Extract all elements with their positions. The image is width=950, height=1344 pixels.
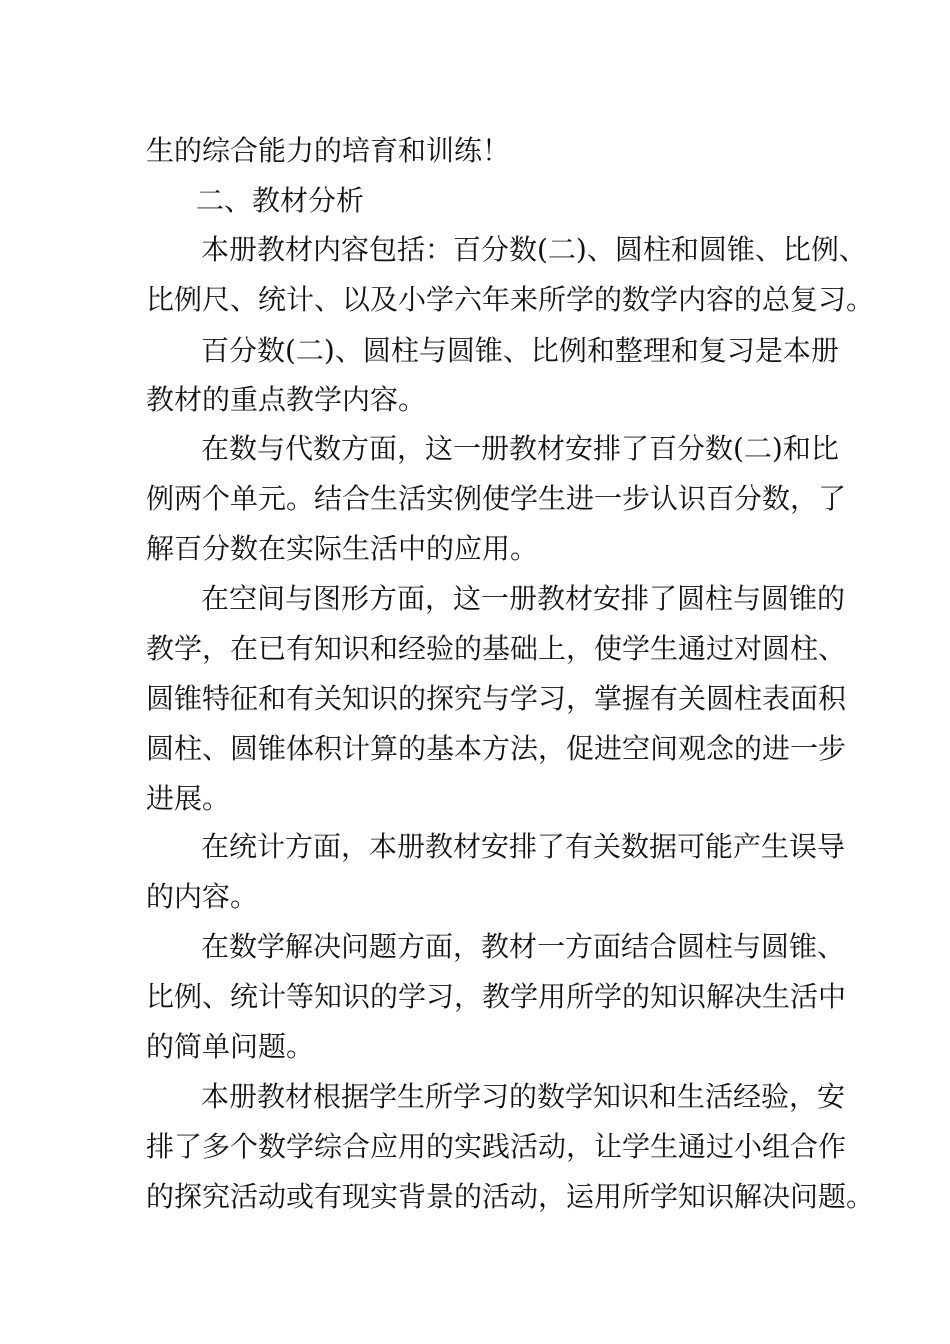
text-line: 排了多个数学综合应用的实践活动，让学生通过小组合作 — [146, 1130, 847, 1163]
text-line: 比例尺、统计、以及小学六年来所学的数学内容的总复习。 — [146, 283, 875, 316]
text-line: 生的综合能力的培育和训练！ — [146, 134, 511, 167]
section-heading: 二、教材分析 — [196, 184, 365, 217]
text-line: 教学，在已有知识和经验的基础上，使学生通过对圆柱、 — [146, 632, 847, 665]
text-line: 在统计方面，本册教材安排了有关数据可能产生误导 — [201, 830, 846, 863]
text-line: 本册教材内容包括：百分数(二)、圆柱和圆锥、比例、 — [201, 233, 867, 266]
text-line: 圆柱、圆锥体积计算的基本方法，促进空间观念的进一步 — [146, 732, 847, 765]
text-line: 教材的重点教学内容。 — [146, 383, 427, 416]
text-line: 本册教材根据学生所学习的数学知识和生活经验，安 — [201, 1080, 846, 1113]
text-line: 的内容。 — [146, 880, 259, 913]
text-line: 解百分数在实际生活中的应用。 — [146, 532, 539, 565]
text-line: 进展。 — [146, 782, 231, 815]
text-line: 比例、统计等知识的学习，教学用所学的知识解决生活中 — [146, 980, 847, 1013]
text-line: 在数与代数方面，这一册教材安排了百分数(二)和比 — [201, 432, 839, 465]
text-line: 的探究活动或有现实背景的活动，运用所学知识解决问题。 — [146, 1180, 875, 1213]
text-line: 例两个单元。结合生活实例使学生进一步认识百分数，了 — [146, 482, 847, 515]
text-line: 圆锥特征和有关知识的探究与学习，掌握有关圆柱表面积 — [146, 682, 847, 715]
text-line: 的简单问题。 — [146, 1030, 315, 1063]
text-line: 在数学解决问题方面，教材一方面结合圆柱与圆锥、 — [201, 930, 846, 963]
text-line: 百分数(二)、圆柱与圆锥、比例和整理和复习是本册 — [201, 334, 839, 367]
text-line: 在空间与图形方面，这一册教材安排了圆柱与圆锥的 — [201, 582, 846, 615]
